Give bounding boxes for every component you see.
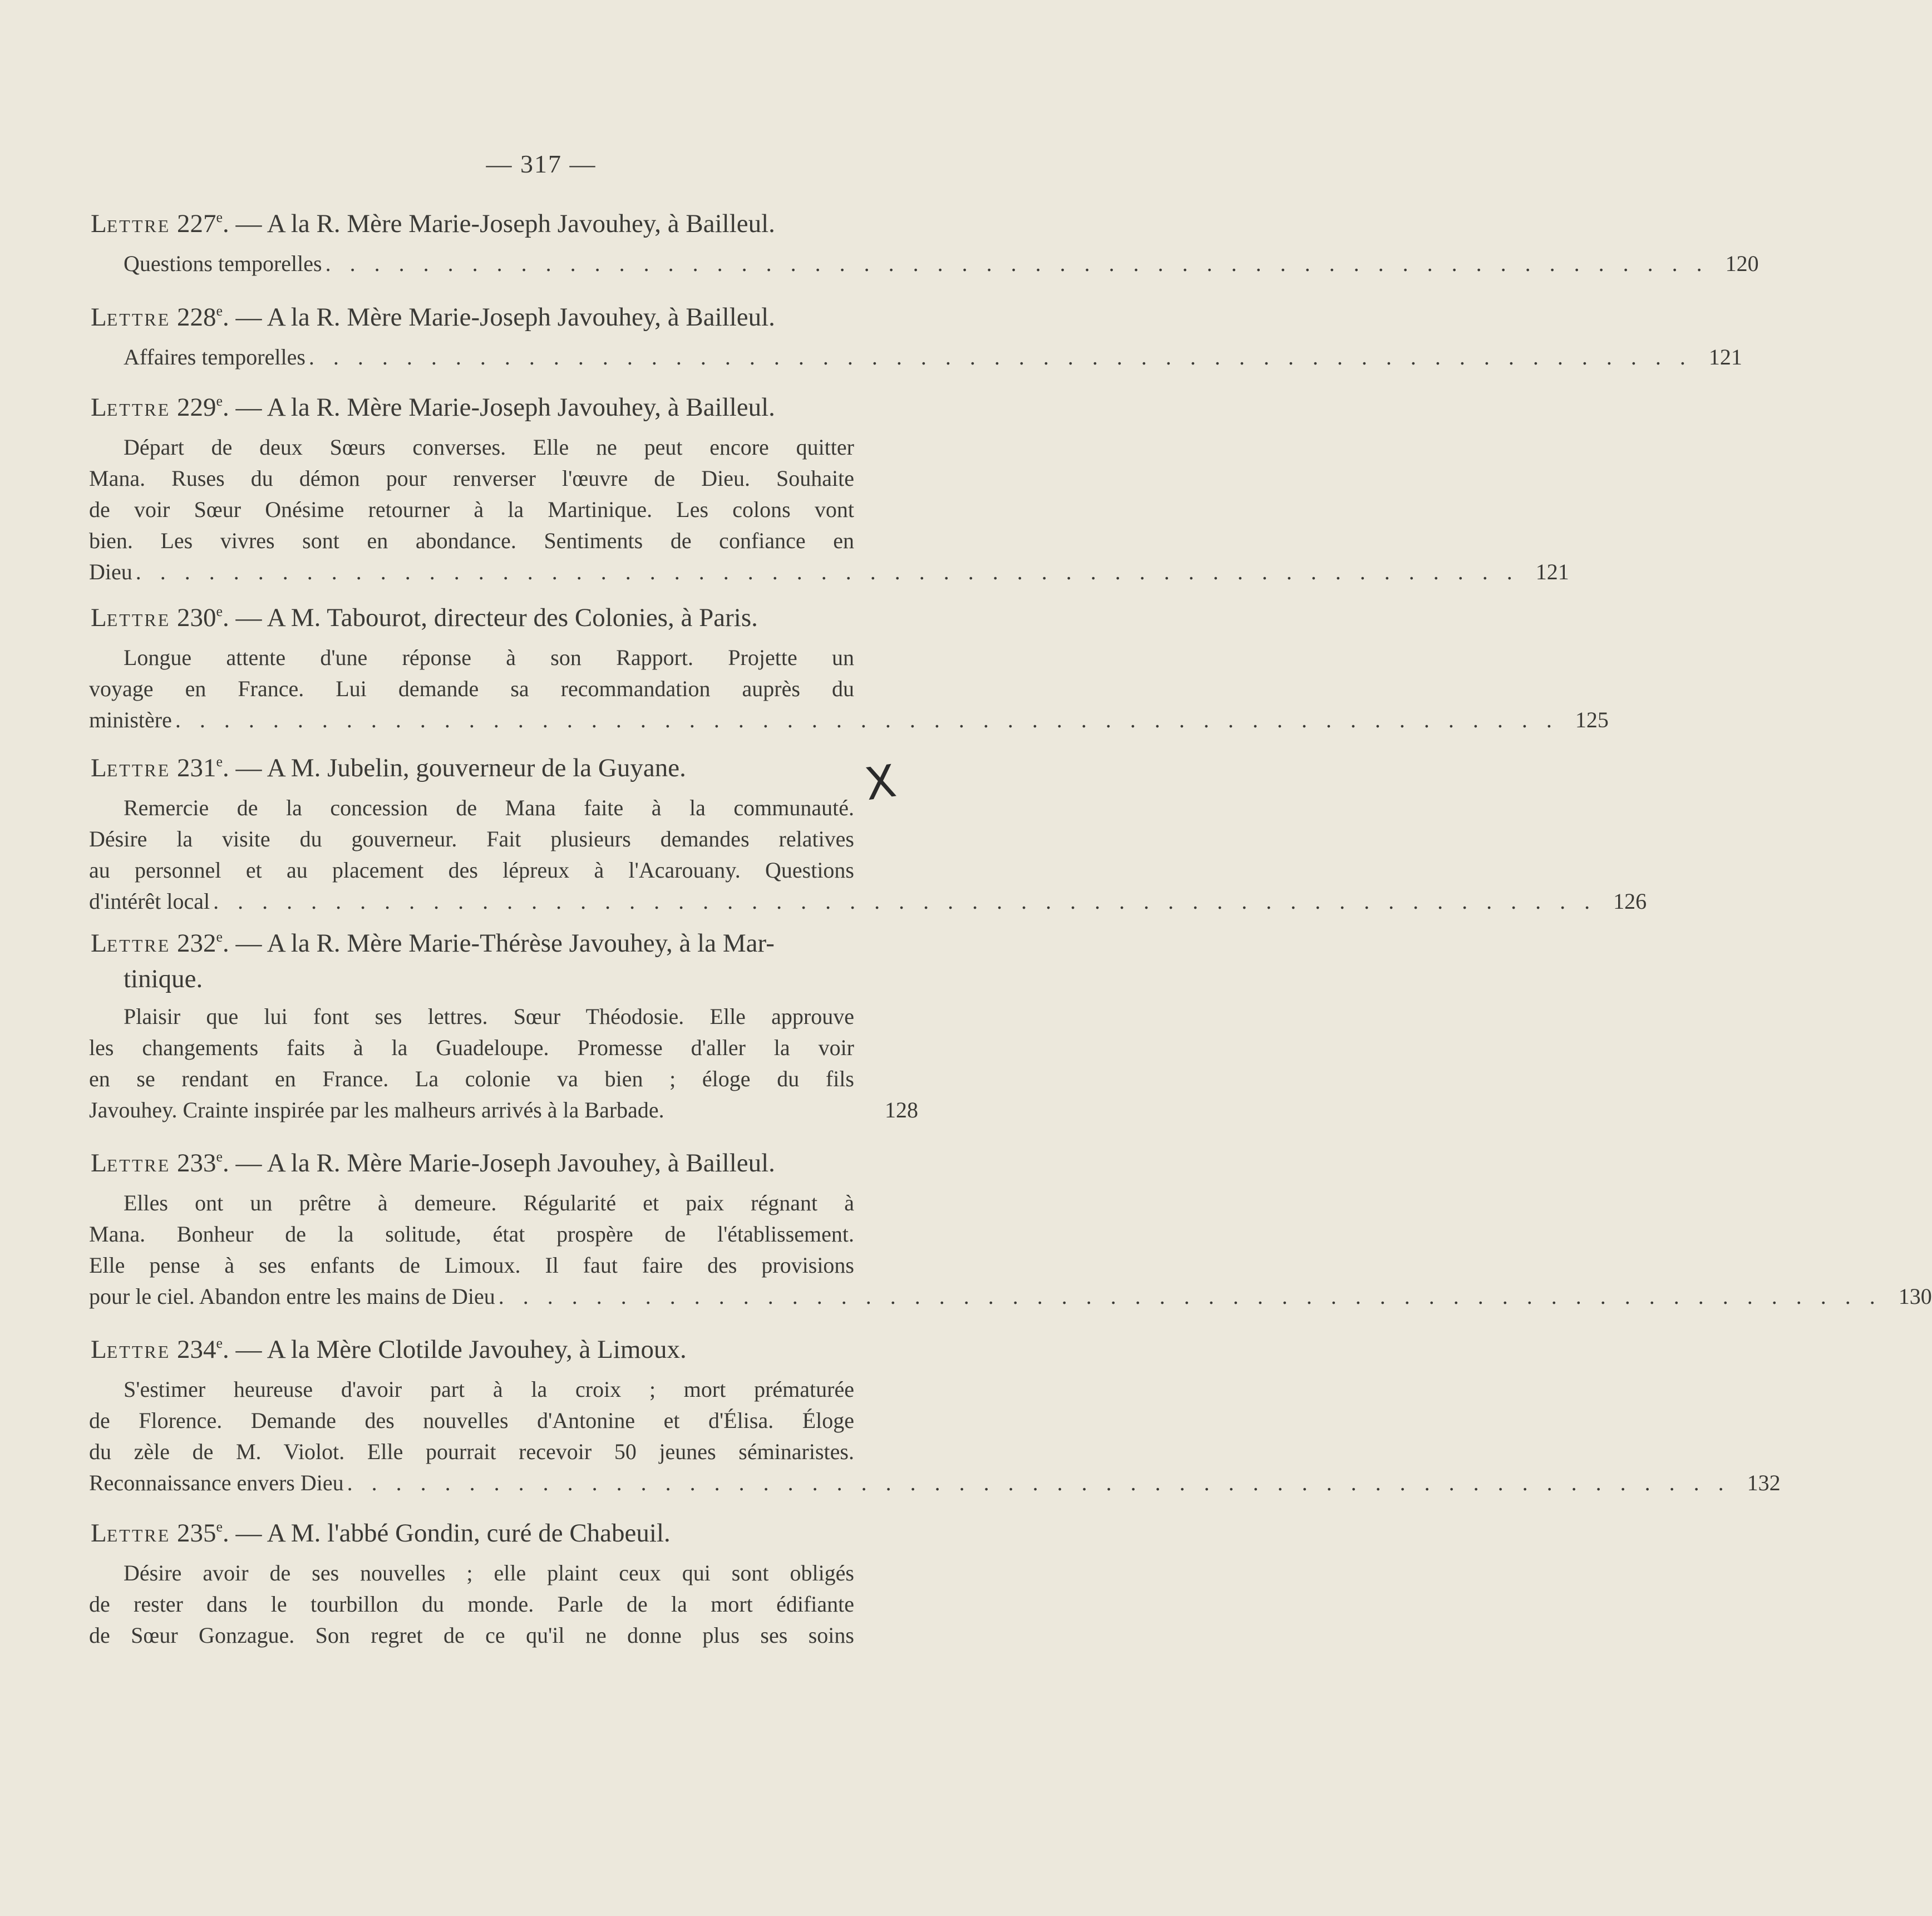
ordinal-suffix: e (216, 303, 223, 319)
toc-entry (89, 1333, 1781, 1499)
dot-leader: . . . . . . . . . . . . . . . . . . . . . . . . . . . . . . . . . . . . . . . . . . . . . . . . . . . . . . . . . (213, 889, 1597, 914)
dot-leader: . . . . . . . . . . . . . . . . . . . . . . . . . . . . . . . . . . . . . . . . . . . . . . . . . . . . . . . . . (347, 1470, 1731, 1495)
letter-number: 229 (177, 393, 216, 422)
dot-leader: . . . . . . . . . . . . . . . . . . . . . . . . . . . . . . . . . . . . . . . . . . . . . . . . . . . . . . . . . (135, 559, 1519, 584)
summary-last-line (89, 886, 1647, 917)
ordinal-suffix: e (216, 209, 223, 225)
summary-line: de Florence. Demande des nouvelles d'Antonine et d'Élisa. Éloge (89, 1408, 854, 1433)
ordinal-suffix: e (216, 929, 223, 945)
page-reference: 120 (1725, 251, 1759, 276)
summary-line: Désire avoir de ses nouvelles ; elle plaint ceux qui sont obligés (124, 1560, 854, 1585)
entry-summary (89, 432, 1569, 588)
toc-entry (89, 301, 1742, 373)
toc-entry (89, 751, 1647, 917)
entry-heading-continued: tinique. (124, 964, 203, 993)
letter-label-rest: ETTRE (106, 1342, 171, 1362)
entry-summary (89, 1558, 924, 1651)
letter-label-rest: ETTRE (106, 216, 171, 236)
letter-label-rest: ETTRE (106, 935, 171, 955)
toc-entry (89, 601, 1609, 736)
entry-summary (89, 1374, 1781, 1499)
entry-heading (89, 207, 924, 243)
summary-text: Questions temporelles (124, 251, 322, 276)
ordinal-suffix: e (216, 1335, 223, 1351)
letter-label-rest: ETTRE (106, 1155, 171, 1175)
entry-summary (89, 248, 1759, 279)
recipient: . — A M. Tabourot, directeur des Colonies, à Paris. (223, 603, 758, 632)
letter-number: 233 (177, 1149, 216, 1178)
letter-label-initial: L (91, 1149, 107, 1178)
dot-leader: . . . . . . . . . . . . . . . . . . . . . . . . . . . . . . . . . . . . . . . . . . . . . . . . . . . . . . . . . (325, 251, 1709, 276)
recipient: . — A la R. Mère Marie-Joseph Javouhey, à Bailleul. (223, 303, 775, 332)
recipient: . — A M. l'abbé Gondin, curé de Chabeuil. (223, 1519, 671, 1548)
summary-last-line (89, 342, 1742, 373)
summary-line: les changements faits à la Guadeloupe. Promesse d'aller la voir (89, 1035, 854, 1060)
letter-label-initial: L (91, 1519, 107, 1548)
toc-entry (89, 1146, 1932, 1312)
summary-line: Elle pense à ses enfants de Limoux. Il faut faire des provisions (89, 1253, 854, 1278)
recipient: . — A la Mère Clotilde Javouhey, à Limoux. (223, 1335, 687, 1364)
letter-number: 234 (177, 1335, 216, 1364)
ordinal-suffix: e (216, 1149, 223, 1165)
letter-label-initial: L (91, 929, 107, 958)
letter-label-initial: L (91, 209, 107, 238)
summary-line: bien. Les vivres sont en abondance. Sentiments de confiance en (89, 528, 854, 553)
letter-number: 232 (177, 929, 216, 958)
page-reference: 125 (1575, 707, 1609, 732)
entry-summary (89, 342, 1742, 373)
summary-text: Javouhey. Crainte inspirée par les malheurs arrivés à la Barbade. (89, 1097, 664, 1122)
summary-line: de voir Sœur Onésime retourner à la Martinique. Les colons vont (89, 497, 854, 522)
letter-label-rest: ETTRE (106, 610, 171, 630)
dot-leader: . . . . . . . . . . . . . . . . . . . . . . . . . . . . . . . . . . . . . . . . . . . . . . . . . . . . . . . . . (308, 344, 1692, 370)
toc-entry (89, 391, 1569, 588)
letter-number: 235 (177, 1519, 216, 1548)
recipient: . — A M. Jubelin, gouverneur de la Guyane. (223, 753, 686, 782)
entry-heading (89, 301, 924, 336)
summary-line: en se rendant en France. La colonie va bien ; éloge du fils (89, 1066, 854, 1091)
recipient: . — A la R. Mère Marie-Thérèse Javouhey, à la Mar- (223, 929, 775, 958)
page-reference: 132 (1747, 1470, 1781, 1495)
toc-entry (89, 1516, 924, 1651)
ordinal-suffix: e (216, 603, 223, 619)
summary-line: voyage en France. Lui demande sa recommandation auprès du (89, 676, 854, 701)
summary-line: au personnel et au placement des lépreux à l'Acarouany. Questions (89, 858, 854, 883)
summary-text: Affaires temporelles (124, 344, 305, 370)
summary-line: du zèle de M. Violot. Elle pourrait recevoir 50 jeunes séminaristes. (89, 1439, 854, 1464)
page-reference: 121 (1708, 344, 1742, 370)
letter-label-initial: L (91, 603, 107, 632)
summary-text: Reconnaissance envers Dieu (89, 1470, 344, 1495)
letter-label-initial: L (91, 303, 107, 332)
entry-summary (89, 1188, 1932, 1312)
entry-heading (89, 1516, 924, 1552)
summary-last-line (89, 248, 1759, 279)
ordinal-suffix: e (216, 1519, 223, 1535)
summary-text: pour le ciel. Abandon entre les mains de Dieu (89, 1284, 495, 1309)
entry-heading (89, 751, 924, 787)
letter-number: 228 (177, 303, 216, 332)
summary-line: S'estimer heureuse d'avoir part à la croix ; mort prématurée (124, 1377, 854, 1402)
summary-last-line (89, 1467, 1781, 1499)
letter-number: 230 (177, 603, 216, 632)
summary-text: d'intérêt local (89, 889, 210, 914)
summary-line: Mana. Bonheur de la solitude, état prospère de l'établissement. (89, 1221, 854, 1247)
handwritten-mark: X (861, 755, 900, 811)
summary-last-line (89, 1281, 1932, 1312)
entry-heading (89, 391, 924, 426)
page-reference: 128 (885, 1097, 918, 1122)
summary-line: Départ de deux Sœurs converses. Elle ne peut encore quitter (124, 435, 854, 460)
letter-label-initial: L (91, 753, 107, 782)
dot-leader: . . . . . . . . . . . . . . . . . . . . . . . . . . . . . . . . . . . . . . . . . . . . . . . . . . . . . . . . . (175, 707, 1559, 732)
summary-text: ministère (89, 707, 172, 732)
dot-leader: . . . . . . . . . . . . . . . . . . . . . . . . . . . . . . . . . . . . . . . . . . . . . . . . . . . . . . . . . (498, 1284, 1882, 1309)
entry-heading (89, 1333, 924, 1368)
ordinal-suffix: e (216, 753, 223, 770)
entry-summary (89, 642, 1609, 736)
letter-label-rest: ETTRE (106, 760, 171, 780)
toc-entry (89, 927, 924, 1126)
letter-label-rest: ETTRE (106, 400, 171, 420)
summary-line: Mana. Ruses du démon pour renverser l'œuvre de Dieu. Souhaite (89, 466, 854, 491)
entry-heading (89, 1146, 924, 1182)
toc-entry (89, 207, 1759, 279)
summary-line: Elles ont un prêtre à demeure. Régularité et paix régnant à (124, 1190, 854, 1215)
recipient: . — A la R. Mère Marie-Joseph Javouhey, à Bailleul. (223, 209, 775, 238)
summary-line: de rester dans le tourbillon du monde. Parle de la mort édifiante (89, 1592, 854, 1617)
recipient: . — A la R. Mère Marie-Joseph Javouhey, à Bailleul. (223, 1149, 775, 1178)
entry-summary (89, 792, 1647, 917)
summary-last-line (89, 705, 1609, 736)
page-reference: 121 (1535, 559, 1569, 584)
letter-label-initial: L (91, 393, 107, 422)
summary-text: Dieu (89, 559, 132, 584)
entry-heading (89, 927, 924, 962)
summary-last-line (89, 556, 1569, 588)
letter-label-rest: ETTRE (106, 309, 171, 329)
letter-number: 231 (177, 753, 216, 782)
letter-label-initial: L (91, 1335, 107, 1364)
summary-line: Longue attente d'une réponse à son Rapport. Projette un (124, 645, 854, 670)
letter-label-rest: ETTRE (106, 1525, 171, 1545)
summary-line: de Sœur Gonzague. Son regret de ce qu'il ne donne plus ses soins (89, 1623, 854, 1648)
page-number: — 317 — (486, 150, 597, 178)
summary-line: Plaisir que lui font ses lettres. Sœur Théodosie. Elle approuve (124, 1004, 854, 1029)
entry-summary (89, 1001, 924, 1126)
entry-heading (89, 601, 924, 637)
summary-line: Remercie de la concession de Mana faite à la communauté. (124, 795, 854, 820)
ordinal-suffix: e (216, 393, 223, 409)
summary-line: Désire la visite du gouverneur. Fait plusieurs demandes relatives (89, 826, 854, 851)
summary-last-line (89, 1095, 924, 1126)
page-reference: 126 (1613, 889, 1647, 914)
recipient: . — A la R. Mère Marie-Joseph Javouhey, à Bailleul. (223, 393, 775, 422)
page-reference: 130 (1898, 1284, 1932, 1309)
letter-number: 227 (177, 209, 216, 238)
